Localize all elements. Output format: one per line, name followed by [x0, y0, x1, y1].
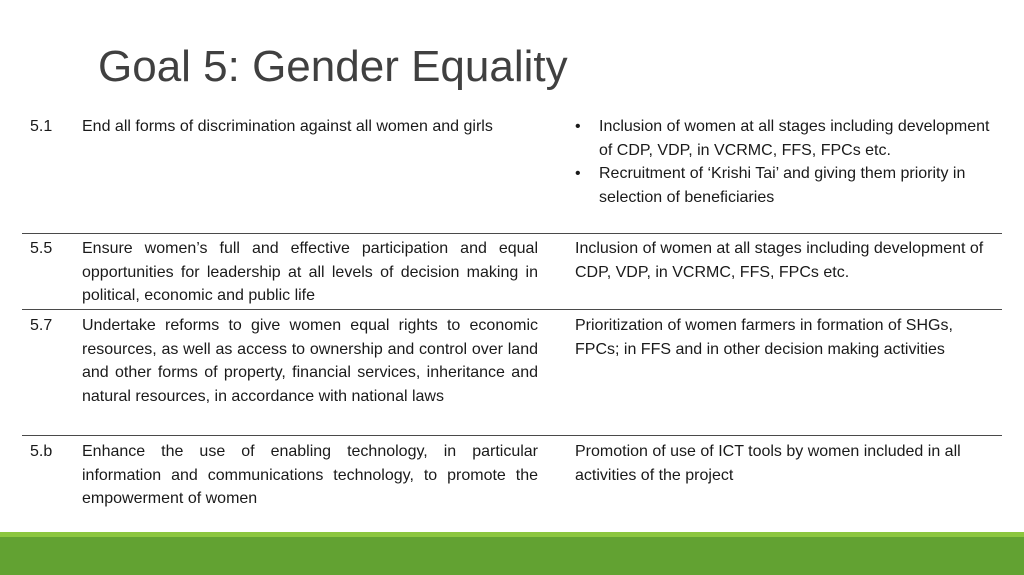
target-number: 5.5: [30, 240, 53, 257]
target-number: 5.b: [30, 443, 53, 460]
table-row: [22, 233, 1002, 309]
target-number: 5.1: [30, 118, 53, 135]
table-row: [22, 309, 1002, 435]
action-list: [575, 115, 995, 209]
goal-table: [22, 112, 1002, 515]
footer-bar: [0, 537, 1024, 575]
table-row: [22, 435, 1002, 515]
action-list-item: • Inclusion of women at all stages including development of CDP, VDP, in VCRMC, FFS, FPCs etc.: [575, 115, 995, 162]
action-list-item: • Recruitment of ‘Krishi Tai’ and giving them priority in selection of beneficiaries: [575, 162, 995, 209]
project-action: Inclusion of women at all stages including development of CDP, VDP, in VCRMC, FFS, FPCs etc.: [575, 240, 984, 281]
project-action: Promotion of use of ICT tools by women included in all activities of the project: [575, 443, 961, 484]
target-number: 5.7: [30, 317, 53, 334]
slide-title: Goal 5: Gender Equality: [98, 42, 568, 91]
target-description: Enhance the use of enabling technology, in particular information and communications technology, to promote the empowerment of women: [82, 443, 538, 507]
target-description: End all forms of discrimination against all women and girls: [82, 118, 493, 135]
target-description: Undertake reforms to give women equal rights to economic resources, as well as access to ownership and control over land and other forms of property, financial services, inheritance and natural resources, in accordance with national laws: [82, 317, 538, 405]
project-action: Prioritization of women farmers in formation of SHGs, FPCs; in FFS and in other decision making activities: [575, 317, 953, 358]
project-action: [575, 115, 995, 233]
target-description: Ensure women’s full and effective participation and equal opportunities for leadership at all levels of decision making in political, economic and public life: [82, 240, 538, 304]
table-row: [22, 112, 1002, 233]
